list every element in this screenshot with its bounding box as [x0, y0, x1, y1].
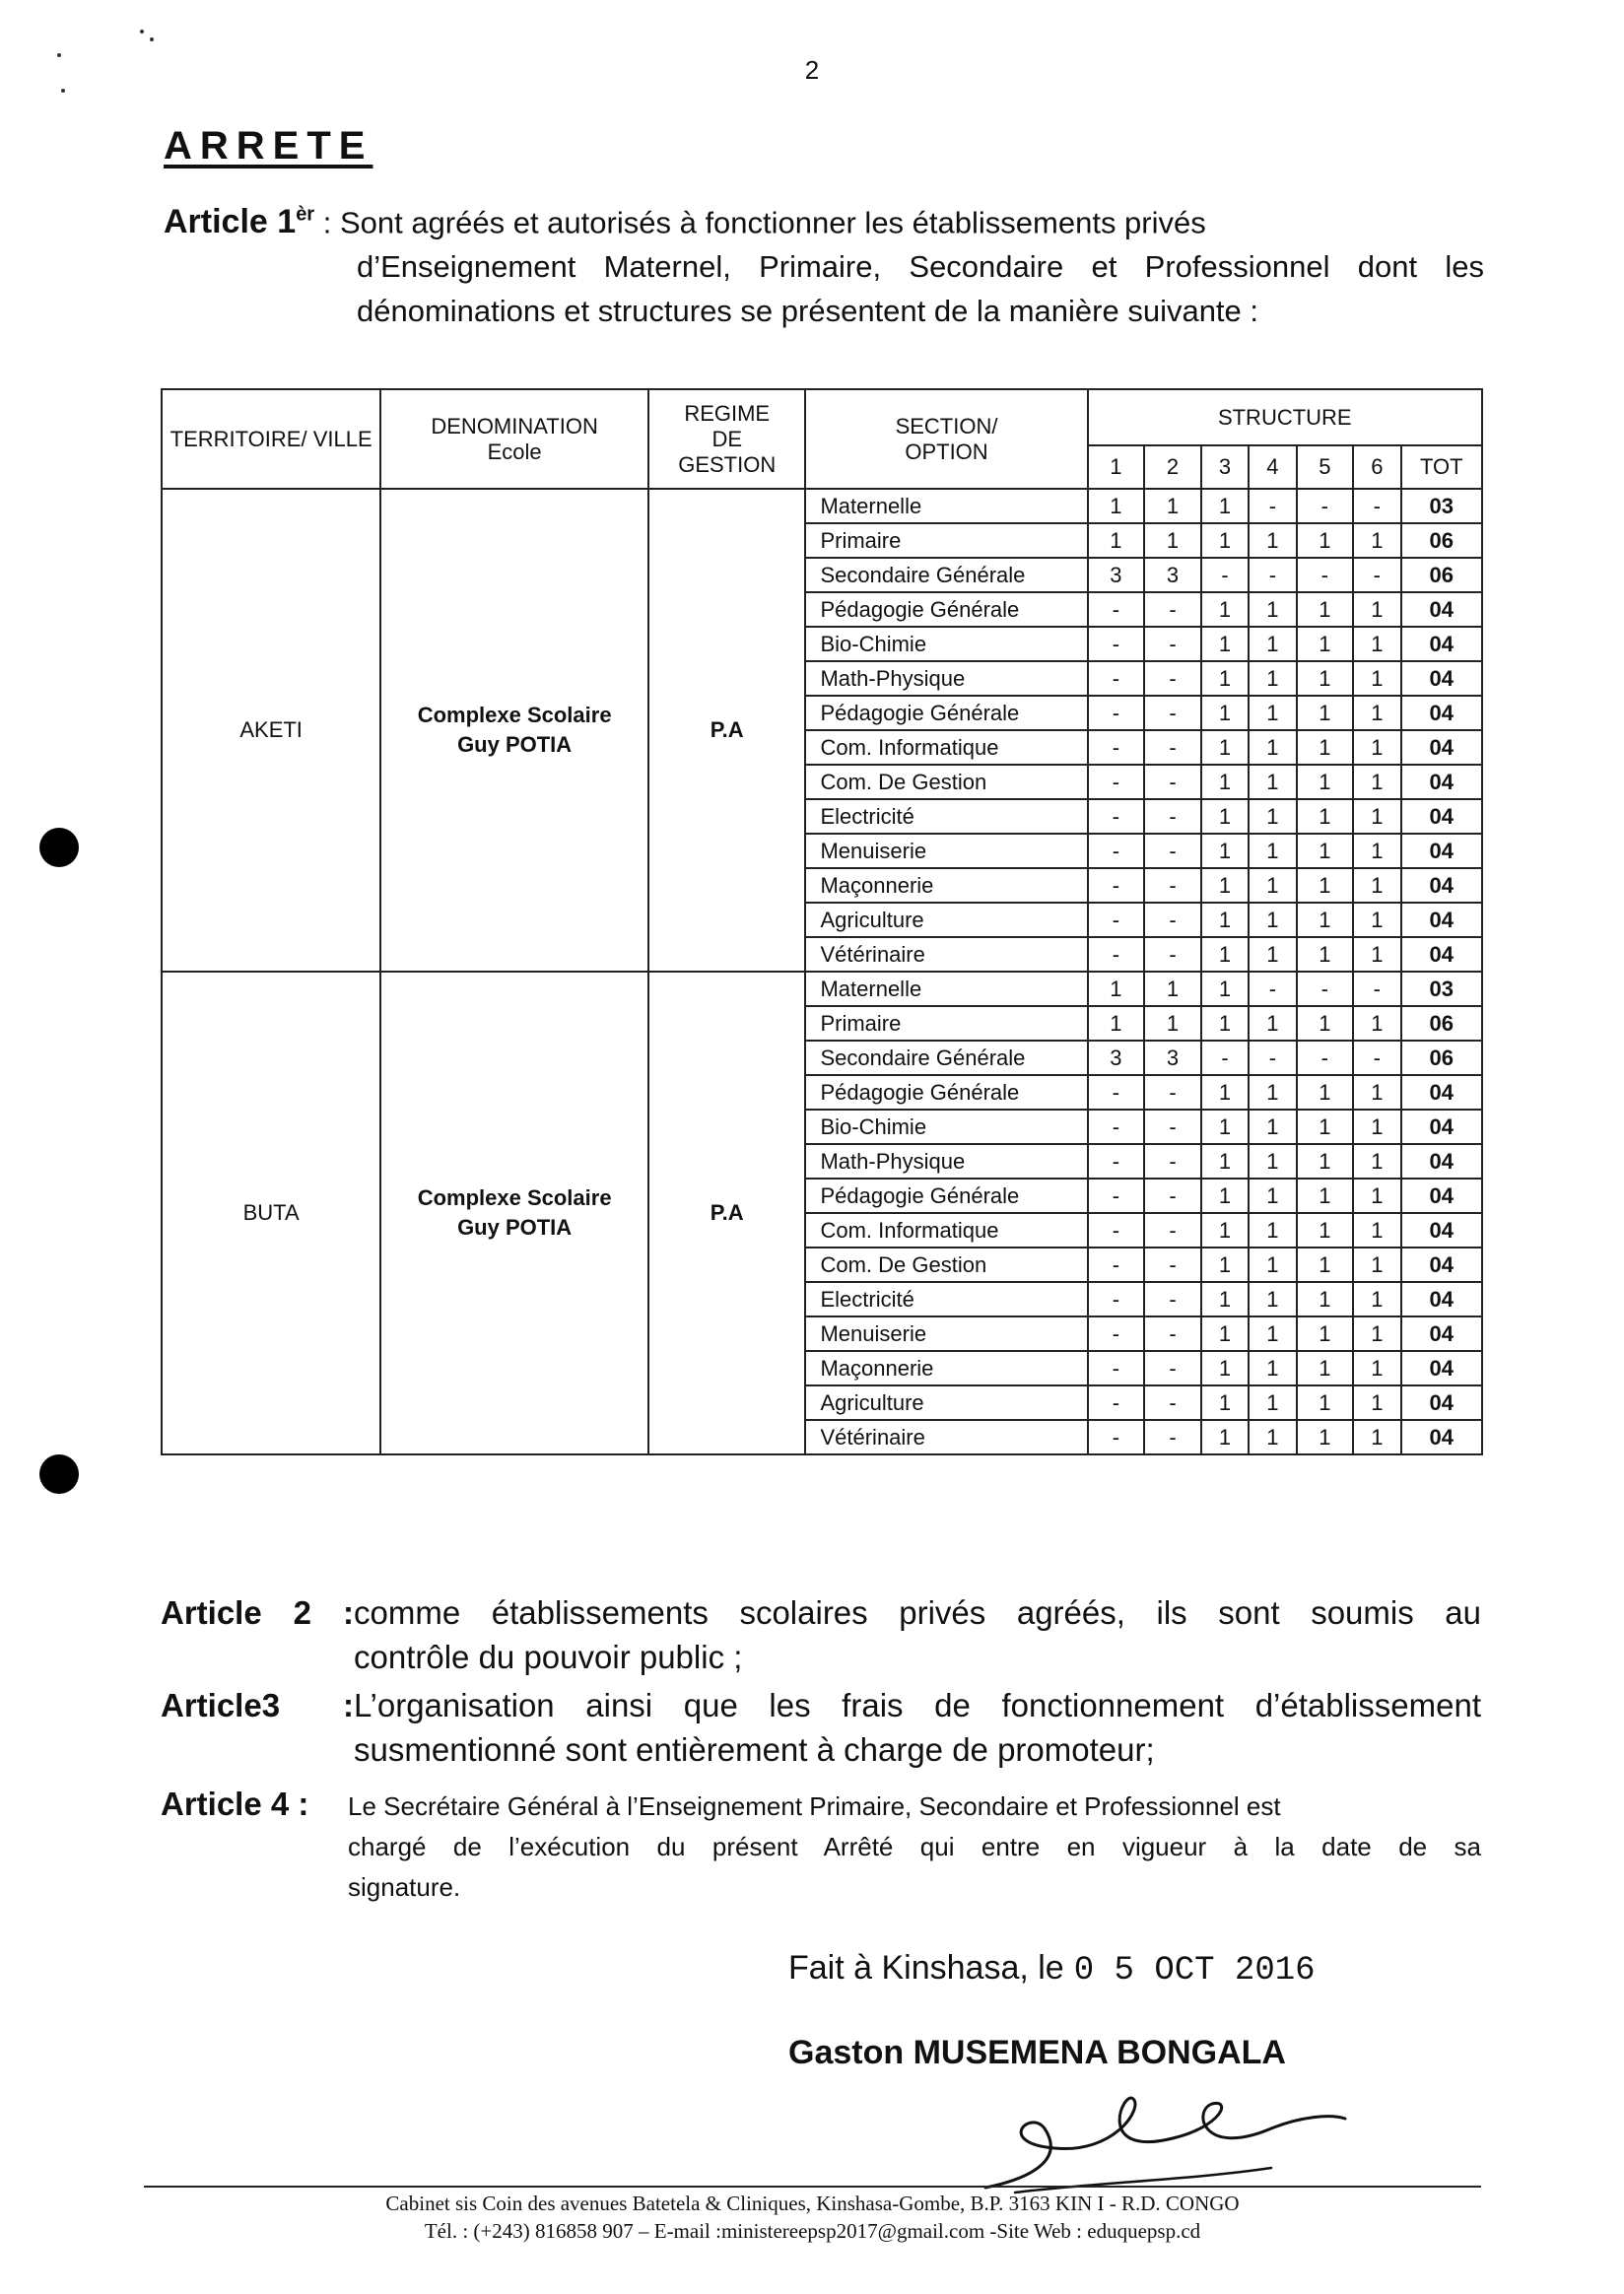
structure-cell: 1 [1353, 1110, 1400, 1144]
article-3-line-2: susmentionné sont entièrement à charge de promoteur; [354, 1731, 1155, 1768]
section-cell: Agriculture [805, 1385, 1087, 1420]
structure-cell: - [1088, 730, 1145, 765]
structure-cell: 1 [1353, 903, 1400, 937]
structure-cell: 1 [1249, 1385, 1296, 1420]
structure-cell: 1 [1353, 1075, 1400, 1110]
article-2-line-2: contrôle du pouvoir public ; [354, 1639, 743, 1675]
document-heading: ARRETE [164, 124, 373, 168]
denomination-cell: Complexe Scolaire Guy POTIA [380, 489, 648, 972]
structure-cell: 1 [1297, 592, 1354, 627]
structure-cell: 1 [1297, 1075, 1354, 1110]
total-cell: 03 [1401, 972, 1482, 1006]
structure-cell: - [1144, 799, 1201, 834]
structure-cell: 1 [1201, 1420, 1249, 1454]
structure-cell: 1 [1297, 937, 1354, 972]
article-4-line-2: chargé de l’exécution du présent Arrêté qui entre en vigueur à la date de sa [348, 1832, 1481, 1861]
structure-cell: 1 [1201, 1110, 1249, 1144]
structure-cell: - [1353, 1041, 1400, 1075]
structure-cell: - [1088, 661, 1145, 696]
structure-cell: - [1088, 1179, 1145, 1213]
footer [144, 2190, 1481, 2245]
article-4-label: Article 4 : [161, 1786, 309, 1822]
structure-cell: 1 [1249, 1316, 1296, 1351]
structure-cell: 1 [1249, 627, 1296, 661]
structure-cell: 1 [1353, 937, 1400, 972]
structure-cell: 1 [1249, 1179, 1296, 1213]
header-col-3: 3 [1201, 445, 1249, 489]
article-3 [161, 1683, 1481, 1772]
article-2 [161, 1590, 1481, 1679]
section-cell: Com. Informatique [805, 1213, 1087, 1248]
structure-cell: 1 [1249, 1420, 1296, 1454]
structure-cell: 1 [1201, 1006, 1249, 1041]
section-cell: Maternelle [805, 489, 1087, 523]
structure-cell: 1 [1201, 1282, 1249, 1316]
structure-cell: 1 [1353, 1179, 1400, 1213]
section-cell: Secondaire Générale [805, 558, 1087, 592]
section-cell: Maçonnerie [805, 1351, 1087, 1385]
structure-cell: - [1088, 1144, 1145, 1179]
structure-cell: 1 [1201, 1316, 1249, 1351]
structure-cell: - [1088, 1385, 1145, 1420]
structure-cell: - [1144, 765, 1201, 799]
structure-cell: 3 [1144, 558, 1201, 592]
structure-cell: - [1297, 489, 1354, 523]
structure-cell: 1 [1353, 1213, 1400, 1248]
structure-cell: 1 [1353, 868, 1400, 903]
structure-cell: 1 [1201, 592, 1249, 627]
structure-cell: 1 [1201, 1075, 1249, 1110]
structure-cell: 1 [1249, 765, 1296, 799]
denomination-cell: Complexe Scolaire Guy POTIA [380, 972, 648, 1454]
structure-cell: 1 [1297, 765, 1354, 799]
article-3-line-1: L’organisation ainsi que les frais de fonctionnement d’établissement [354, 1687, 1481, 1723]
structure-cell: - [1144, 903, 1201, 937]
scan-speck [150, 37, 154, 41]
article-4 [161, 1784, 1481, 1908]
scan-speck [61, 89, 65, 93]
structure-cell: - [1088, 1248, 1145, 1282]
structure-cell: 1 [1297, 1144, 1354, 1179]
structure-cell: - [1088, 696, 1145, 730]
structure-cell: 1 [1297, 1248, 1354, 1282]
structure-cell: 1 [1297, 1420, 1354, 1454]
structure-cell: 1 [1353, 1420, 1400, 1454]
structure-cell: 1 [1201, 1351, 1249, 1385]
footer-address: Cabinet sis Coin des avenues Batetela & Cliniques, Kinshasa-Gombe, B.P. 3163 KIN I - R.D. CONGO [385, 2192, 1240, 2215]
structure-cell: - [1353, 489, 1400, 523]
total-cell: 04 [1401, 799, 1482, 834]
structure-cell: - [1144, 1213, 1201, 1248]
structure-cell: - [1144, 1385, 1201, 1420]
section-cell: Vétérinaire [805, 1420, 1087, 1454]
total-cell: 06 [1401, 1006, 1482, 1041]
structure-cell: - [1144, 868, 1201, 903]
structure-table [161, 388, 1483, 1455]
structure-cell: 1 [1201, 661, 1249, 696]
structure-cell: 1 [1144, 523, 1201, 558]
scan-speck [140, 30, 144, 34]
structure-cell: 1 [1353, 1351, 1400, 1385]
structure-cell: 1 [1088, 1006, 1145, 1041]
structure-cell: - [1088, 765, 1145, 799]
structure-cell: 1 [1353, 627, 1400, 661]
structure-cell: - [1088, 1420, 1145, 1454]
section-cell: Electricité [805, 1282, 1087, 1316]
total-cell: 04 [1401, 765, 1482, 799]
structure-cell: 1 [1297, 903, 1354, 937]
structure-cell: 1 [1353, 661, 1400, 696]
structure-cell: 1 [1201, 1179, 1249, 1213]
total-cell: 04 [1401, 696, 1482, 730]
structure-cell: 1 [1201, 937, 1249, 972]
structure-cell: 1 [1201, 627, 1249, 661]
total-cell: 04 [1401, 1385, 1482, 1420]
structure-cell: 1 [1297, 1179, 1354, 1213]
section-cell: Maçonnerie [805, 868, 1087, 903]
territoire-cell: AKETI [162, 489, 380, 972]
structure-cell: 1 [1201, 489, 1249, 523]
section-cell: Menuiserie [805, 834, 1087, 868]
structure-cell: - [1353, 972, 1400, 1006]
handwritten-signature [976, 2089, 1350, 2197]
structure-cell: 1 [1201, 1144, 1249, 1179]
structure-cell: 1 [1249, 661, 1296, 696]
header-col-2: 2 [1144, 445, 1201, 489]
total-cell: 04 [1401, 1282, 1482, 1316]
structure-cell: 1 [1201, 903, 1249, 937]
structure-cell: 1 [1353, 1282, 1400, 1316]
section-cell: Com. De Gestion [805, 1248, 1087, 1282]
structure-cell: - [1144, 627, 1201, 661]
total-cell: 04 [1401, 1075, 1482, 1110]
structure-cell: 1 [1297, 523, 1354, 558]
article-1-line-2: d’Enseignement Maternel, Primaire, Secondaire et Professionnel dont les [357, 249, 1484, 285]
structure-cell: 1 [1249, 1213, 1296, 1248]
structure-cell: 1 [1353, 1385, 1400, 1420]
structure-cell: 1 [1249, 730, 1296, 765]
header-regime: REGIME DE GESTION [648, 389, 806, 489]
article-3-label: Article3 : [161, 1687, 354, 1723]
structure-cell: - [1249, 972, 1296, 1006]
structure-cell: 1 [1297, 627, 1354, 661]
total-cell: 04 [1401, 903, 1482, 937]
table-row [162, 972, 1482, 1006]
article-1: Article $1^{èr}$ : Sont agréés et autorisés à fonctionner les établissements privés d’Enseignement Maternel, Primaire, Secondaire et Professionnel dont les dénominations et structures se présentent de la manière suivante : [164, 193, 1484, 333]
total-cell: 06 [1401, 523, 1482, 558]
header-col-4: 4 [1249, 445, 1296, 489]
article-1-line-3: dénominations et structures se présentent de la manière suivante : [357, 294, 1259, 329]
article-2-label: Article 2 : [161, 1594, 354, 1631]
structure-cell: - [1144, 937, 1201, 972]
header-section: SECTION/ OPTION [805, 389, 1087, 489]
section-cell: Pédagogie Générale [805, 592, 1087, 627]
section-cell: Secondaire Générale [805, 1041, 1087, 1075]
structure-cell: 1 [1297, 1282, 1354, 1316]
page-number: 2 [804, 55, 820, 85]
structure-cell: - [1088, 1316, 1145, 1351]
structure-cell: 1 [1353, 1006, 1400, 1041]
regime-cell: P.A [648, 972, 806, 1454]
structure-cell: - [1088, 1282, 1145, 1316]
structure-cell: - [1144, 1179, 1201, 1213]
structure-cell: - [1297, 558, 1354, 592]
section-cell: Primaire [805, 523, 1087, 558]
section-cell: Pédagogie Générale [805, 1179, 1087, 1213]
structure-cell: - [1144, 1351, 1201, 1385]
structure-cell: - [1144, 1316, 1201, 1351]
structure-cell: - [1201, 1041, 1249, 1075]
header-structure: STRUCTURE [1088, 389, 1482, 445]
section-cell: Com. Informatique [805, 730, 1087, 765]
total-cell: 04 [1401, 1179, 1482, 1213]
section-cell: Pédagogie Générale [805, 696, 1087, 730]
structure-cell: 1 [1249, 1282, 1296, 1316]
structure-cell: - [1144, 730, 1201, 765]
structure-cell: 1 [1249, 1248, 1296, 1282]
total-cell: 04 [1401, 1213, 1482, 1248]
structure-cell: 1 [1353, 730, 1400, 765]
structure-cell: - [1144, 1075, 1201, 1110]
total-cell: 04 [1401, 730, 1482, 765]
total-cell: 04 [1401, 661, 1482, 696]
structure-cell: - [1088, 799, 1145, 834]
total-cell: 03 [1401, 489, 1482, 523]
structure-cell: 1 [1297, 1110, 1354, 1144]
table-row [162, 489, 1482, 523]
total-cell: 06 [1401, 558, 1482, 592]
structure-cell: - [1297, 1041, 1354, 1075]
structure-cell: 1 [1353, 592, 1400, 627]
structure-cell: 1 [1297, 661, 1354, 696]
signer-name: Gaston MUSEMENA BONGALA [788, 2034, 1286, 2071]
structure-cell: - [1088, 627, 1145, 661]
total-cell: 04 [1401, 1316, 1482, 1351]
structure-cell: - [1144, 1420, 1201, 1454]
structure-cell: 1 [1249, 799, 1296, 834]
structure-cell: - [1088, 1110, 1145, 1144]
structure-cell: 1 [1201, 523, 1249, 558]
structure-cell: 1 [1201, 730, 1249, 765]
total-cell: 04 [1401, 1351, 1482, 1385]
structure-cell: 1 [1297, 834, 1354, 868]
structure-cell: 1 [1201, 765, 1249, 799]
place-date [788, 1949, 1316, 1990]
section-cell: Maternelle [805, 972, 1087, 1006]
structure-cell: 1 [1201, 799, 1249, 834]
footer-contact: Tél. : (+243) 816858 907 – E-mail :ministereepsp2017@gmail.com -Site Web : eduquepsp.cd [424, 2219, 1201, 2243]
article-4-line-1: Le Secrétaire Général à l’Enseignement Primaire, Secondaire et Professionnel est [348, 1791, 1281, 1821]
header-col-tot: TOT [1401, 445, 1482, 489]
structure-cell: - [1144, 696, 1201, 730]
section-cell: Pédagogie Générale [805, 1075, 1087, 1110]
structure-cell: - [1144, 592, 1201, 627]
article-4-line-3: signature. [348, 1872, 461, 1902]
place-label: Fait à Kinshasa, le [788, 1949, 1064, 1987]
section-cell: Agriculture [805, 903, 1087, 937]
footer-divider [144, 2186, 1481, 2188]
structure-cell: 1 [1297, 1385, 1354, 1420]
regime-cell: P.A [648, 489, 806, 972]
structure-cell: 1 [1353, 523, 1400, 558]
structure-cell: - [1088, 834, 1145, 868]
structure-cell: 1 [1144, 1006, 1201, 1041]
structure-cell: 1 [1144, 972, 1201, 1006]
structure-cell: 1 [1249, 937, 1296, 972]
structure-cell: 3 [1144, 1041, 1201, 1075]
structure-cell: 1 [1249, 834, 1296, 868]
total-cell: 04 [1401, 627, 1482, 661]
structure-cell: - [1144, 661, 1201, 696]
header-territoire: TERRITOIRE/ VILLE [162, 389, 380, 489]
structure-cell: 1 [1144, 489, 1201, 523]
structure-cell: - [1249, 1041, 1296, 1075]
structure-cell: - [1088, 1075, 1145, 1110]
structure-cell: - [1144, 1282, 1201, 1316]
structure-cell: - [1088, 937, 1145, 972]
structure-cell: 1 [1249, 1110, 1296, 1144]
structure-cell: - [1353, 558, 1400, 592]
header-col-6: 6 [1353, 445, 1400, 489]
structure-cell: 1 [1249, 1351, 1296, 1385]
structure-cell: 1 [1353, 765, 1400, 799]
structure-cell: 1 [1353, 1144, 1400, 1179]
structure-cell: 1 [1353, 799, 1400, 834]
structure-cell: - [1201, 558, 1249, 592]
structure-cell: 1 [1249, 1075, 1296, 1110]
structure-cell: 1 [1088, 972, 1145, 1006]
structure-cell: 1 [1201, 1248, 1249, 1282]
structure-cell: 1 [1201, 972, 1249, 1006]
structure-cell: 1 [1201, 868, 1249, 903]
header-col-1: 1 [1088, 445, 1145, 489]
structure-cell: 3 [1088, 558, 1145, 592]
structure-cell: 3 [1088, 1041, 1145, 1075]
structure-cell: 1 [1249, 523, 1296, 558]
total-cell: 04 [1401, 937, 1482, 972]
structure-cell: - [1144, 1144, 1201, 1179]
date-stamp: 0 5 OCT 2016 [1073, 1952, 1316, 1990]
section-cell: Vétérinaire [805, 937, 1087, 972]
punch-hole [39, 828, 79, 867]
total-cell: 04 [1401, 1144, 1482, 1179]
total-cell: 04 [1401, 592, 1482, 627]
structure-cell: - [1088, 1213, 1145, 1248]
structure-cell: 1 [1297, 1351, 1354, 1385]
header-denomination: DENOMINATION Ecole [380, 389, 648, 489]
structure-cell: 1 [1088, 523, 1145, 558]
structure-cell: 1 [1297, 1213, 1354, 1248]
article-2-line-1: comme établissements scolaires privés agréés, ils sont soumis au [354, 1594, 1481, 1631]
structure-cell: - [1088, 903, 1145, 937]
punch-hole [39, 1454, 79, 1494]
structure-cell: 1 [1249, 903, 1296, 937]
structure-cell: - [1088, 868, 1145, 903]
structure-cell: - [1144, 1248, 1201, 1282]
section-cell: Primaire [805, 1006, 1087, 1041]
total-cell: 04 [1401, 1110, 1482, 1144]
structure-cell: - [1088, 1351, 1145, 1385]
structure-cell: 1 [1201, 834, 1249, 868]
total-cell: 04 [1401, 834, 1482, 868]
total-cell: 06 [1401, 1041, 1482, 1075]
structure-cell: 1 [1249, 868, 1296, 903]
structure-cell: 1 [1249, 592, 1296, 627]
structure-cell: - [1144, 1110, 1201, 1144]
structure-cell: 1 [1249, 696, 1296, 730]
section-cell: Math-Physique [805, 661, 1087, 696]
section-cell: Electricité [805, 799, 1087, 834]
structure-cell: 1 [1201, 1385, 1249, 1420]
structure-cell: - [1249, 489, 1296, 523]
total-cell: 04 [1401, 868, 1482, 903]
section-cell: Menuiserie [805, 1316, 1087, 1351]
total-cell: 04 [1401, 1420, 1482, 1454]
structure-cell: - [1249, 558, 1296, 592]
structure-cell: - [1144, 834, 1201, 868]
structure-cell: 1 [1249, 1144, 1296, 1179]
structure-cell: 1 [1297, 696, 1354, 730]
structure-cell: - [1088, 592, 1145, 627]
structure-cell: 1 [1201, 696, 1249, 730]
article-1-line-1: Sont agréés et autorisés à fonctionner les établissements privés [339, 205, 1206, 240]
structure-cell: 1 [1297, 1316, 1354, 1351]
header-col-5: 5 [1297, 445, 1354, 489]
structure-cell: 1 [1088, 489, 1145, 523]
structure-cell: 1 [1353, 1316, 1400, 1351]
structure-cell: 1 [1201, 1213, 1249, 1248]
article-1-label: Article $1^{èr}$ [164, 203, 315, 241]
total-cell: 04 [1401, 1248, 1482, 1282]
section-cell: Com. De Gestion [805, 765, 1087, 799]
structure-cell: 1 [1353, 1248, 1400, 1282]
structure-cell: 1 [1297, 1006, 1354, 1041]
structure-cell: 1 [1353, 696, 1400, 730]
structure-cell: 1 [1297, 730, 1354, 765]
territoire-cell: BUTA [162, 972, 380, 1454]
section-cell: Bio-Chimie [805, 627, 1087, 661]
structure-cell: 1 [1353, 834, 1400, 868]
section-cell: Math-Physique [805, 1144, 1087, 1179]
structure-cell: 1 [1249, 1006, 1296, 1041]
structure-cell: - [1297, 972, 1354, 1006]
section-cell: Bio-Chimie [805, 1110, 1087, 1144]
structure-cell: 1 [1297, 799, 1354, 834]
structure-cell: 1 [1297, 868, 1354, 903]
